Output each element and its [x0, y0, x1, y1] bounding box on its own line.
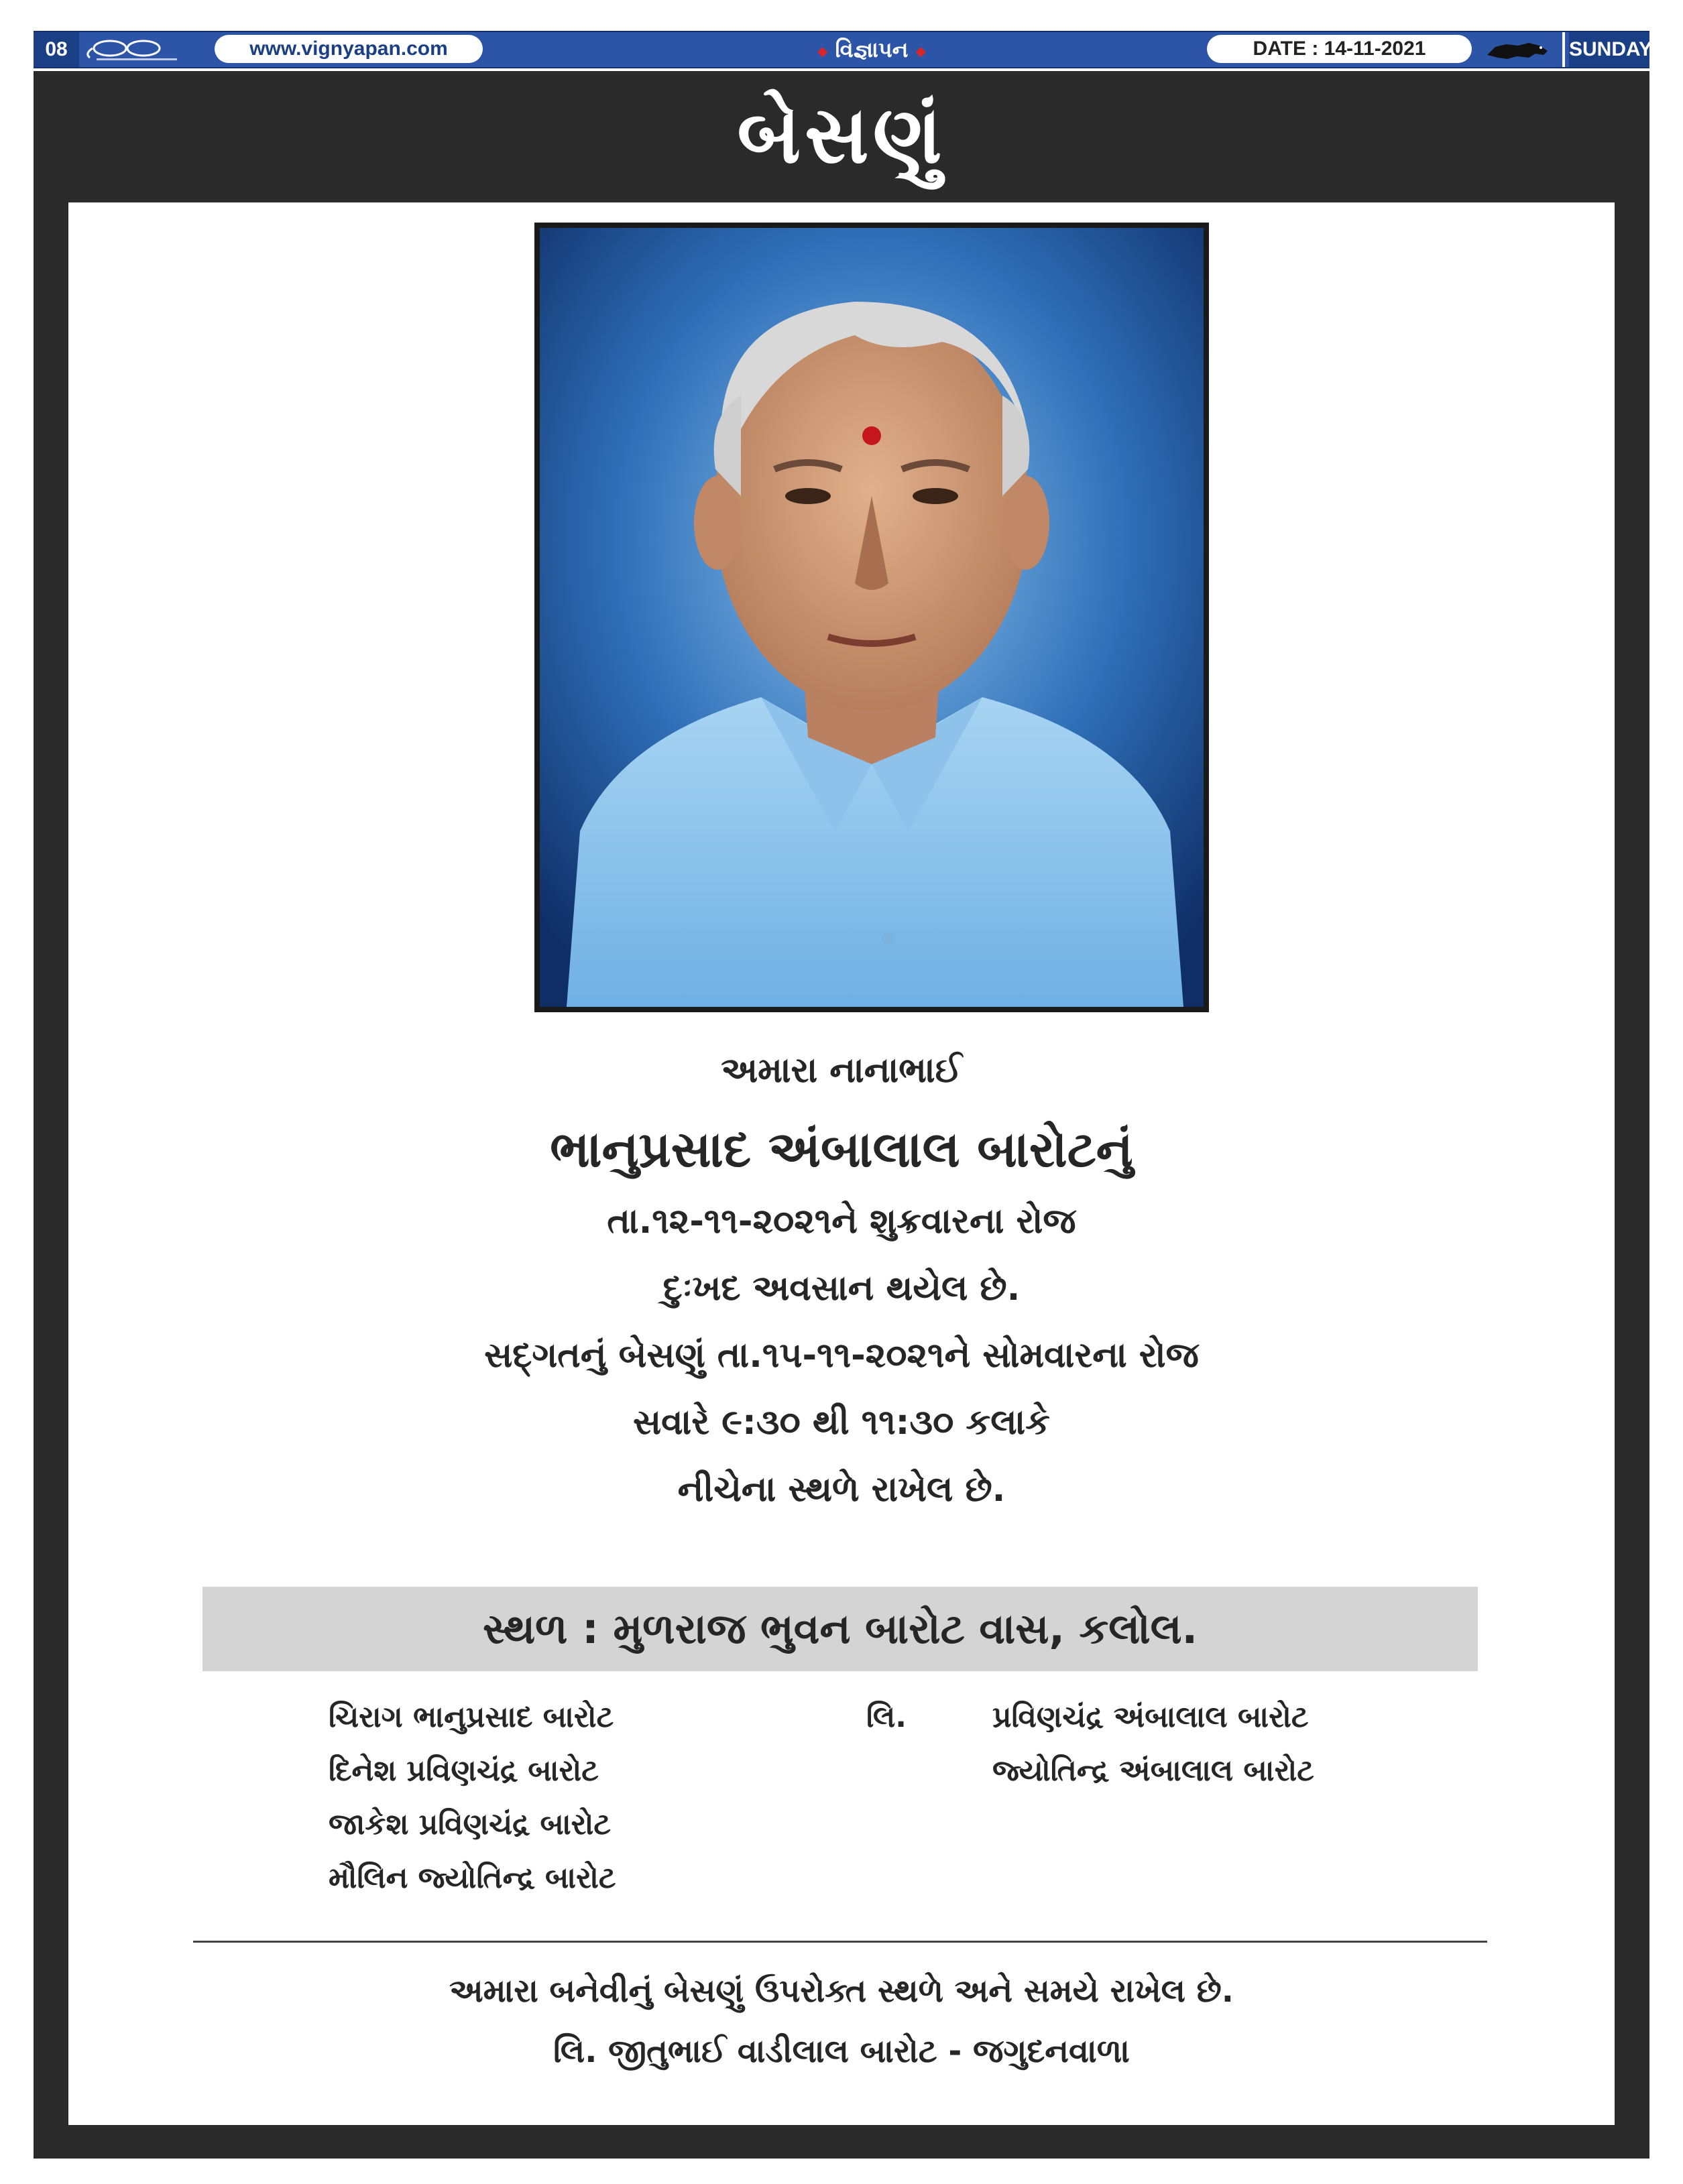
- signatories-left: [329, 1691, 616, 1905]
- li-label: [866, 1691, 907, 1744]
- page-number: 08: [34, 32, 79, 67]
- signatory: મૌલિન જ્યોતિન્દ્ર બારોટ: [329, 1861, 616, 1895]
- signatory: ચિરાગ ભાનુપ્રસાદ બારોટ: [329, 1700, 614, 1734]
- li-text: લિ.: [866, 1700, 907, 1734]
- notice-line-place: નીચેના સ્થળે રાખેલ છે.: [677, 1469, 1006, 1510]
- notice-line-relation: અમારા નાનાભાઈ: [721, 1050, 962, 1091]
- newspaper-logo-icon: [83, 36, 197, 63]
- notice-frame: [34, 71, 1649, 2159]
- notice-line-date: તા.૧૨-૧૧-૨૦૨૧ને શુક્રવારના રોજ: [607, 1201, 1076, 1241]
- notice-line-time: સવારે ૯:૩૦ થી ૧૧:૩૦ કલાકે: [633, 1402, 1050, 1443]
- section-label: વિજ્ઞાપન: [835, 37, 909, 62]
- portrait-image: [540, 228, 1204, 1007]
- day-label: SUNDAY: [1569, 32, 1649, 67]
- signatory: જ્યોતિન્દ્ર અંબાલાલ બારોટ: [992, 1754, 1314, 1788]
- date-badge: DATE : 14-11-2021: [1207, 35, 1472, 63]
- notice-title: બેસણું: [737, 88, 946, 181]
- signatory: જાકેશ પ્રવિણચંદ્ર બારોટ: [329, 1807, 611, 1841]
- lion-icon: [1482, 35, 1556, 64]
- signatory: પ્રવિણચંદ્ર અંબાલાલ બારોટ: [992, 1700, 1309, 1734]
- header-bar: [34, 31, 1652, 68]
- website-link[interactable]: www.vignyapan.com: [215, 35, 483, 63]
- portrait-photo: [534, 223, 1209, 1012]
- notice-line-demise: દુઃખદ અવસાન થયેલ છે.: [662, 1268, 1021, 1309]
- divider: [1562, 32, 1565, 67]
- notice-panel: [68, 202, 1615, 2125]
- diamond-left-icon: ◆: [817, 43, 828, 59]
- diamond-right-icon: ◆: [915, 43, 926, 59]
- footer-line-1: અમારા બનેવીનું બેસણું ઉપરોક્ત સ્થળે અને સમયે રાખેલ છે.: [449, 1972, 1234, 2010]
- deceased-name: ભાનુપ્રસાદ અંબાલાલ બારોટનું: [550, 1121, 1133, 1178]
- signatory: દિનેશ પ્રવિણચંદ્ર બારોટ: [329, 1754, 599, 1788]
- footer-line-2: લિ. જીતુભાઈ વાડીલાલ બારોટ - જગુદનવાળા: [553, 2033, 1130, 2070]
- venue-banner: સ્થળ : મુળરાજ ભુવન બારોટ વાસ, કલોલ.: [202, 1587, 1478, 1671]
- divider-rule: [193, 1941, 1487, 1943]
- notice-line-besanu-date: સદ્ગતનું બેસણું તા.૧૫-૧૧-૨૦૨૧ને સોમવારના રોજ: [484, 1335, 1199, 1376]
- signatories-right: [992, 1691, 1314, 1798]
- section-title: [764, 32, 979, 67]
